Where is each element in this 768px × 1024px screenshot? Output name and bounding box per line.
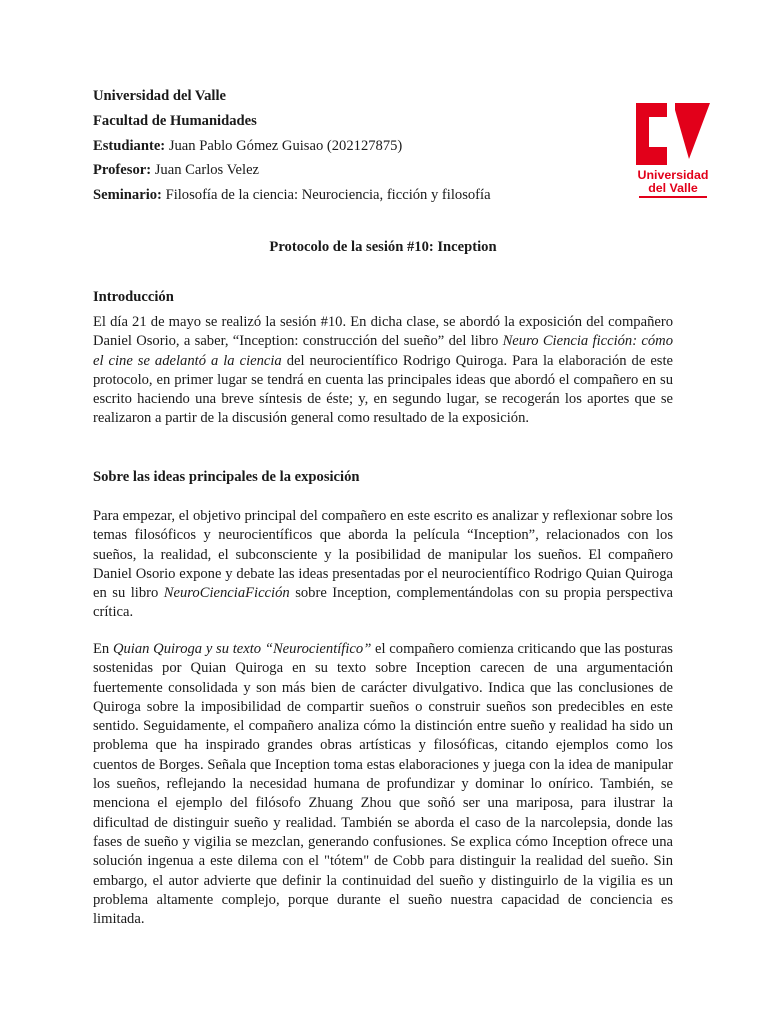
seminar-value: Filosofía de la ciencia: Neurociencia, ficción y filosofía — [165, 187, 491, 204]
section1-p2-text-1: En — [93, 641, 113, 657]
seminar-label: Seminario: — [93, 187, 162, 204]
seminar-line — [93, 185, 613, 210]
section1-heading: Sobre las ideas principales de la exposición — [93, 469, 360, 485]
section1-p1-book-title: NeuroCienciaFicción — [163, 585, 290, 602]
section1-p1-text-1: Para empezar, el objetivo principal del compañero en este escrito es analizar y reflexionar sobre los temas filosóficos y neurocientíficos que aborda la película “Inception”, relacionados con los sueños, la realidad, el subconsciente y la posibilidad de manipular los sueños. El compañero Daniel Osorio expone y debate las ideas presentadas por el neurocientífico Rodrigo Quian Quiroga en su libro — [93, 508, 673, 602]
logo-mark-icon — [636, 101, 710, 167]
section1-p2-italic: Quian Quiroga y su texto “Neurocientífico” — [112, 641, 372, 657]
section1-paragraph-1 — [93, 507, 673, 623]
intro-book-title: Neuro Ciencia ficción: cómo el cine se adelantó a la ciencia — [93, 333, 673, 369]
professor-line — [93, 160, 613, 185]
university-name: Universidad del Valle — [93, 88, 226, 104]
document-title: Protocolo de la sesión #10: Inception — [269, 239, 497, 255]
section1-p2-text-2: el compañero comienza criticando que las posturas sostenidas por Quian Quiroga en su texto sobre Inception carecen de una argumentación fuertemente consolidada y son más bien de carácter divulgativo. Indica que las conclusiones de Quiroga sobre la imposibilidad de compartir sueños o construir sueños son predecibles en este sentido. Seguidamente, el compañero analiza cómo la distinción entre sueño y realidad ha sido un problema que ha inspirado grandes obras artísticas y filosóficas, citando ejemplos como los cuentos de Borges. Señala que Inception toma estas elaboraciones y juega con la idea de manipular los sueños, reflejando la necesidad humana de profundizar y dominar lo onírico. También, se menciona el ejemplo del filósofo Zhuang Zhou que soñó ser una mariposa, para ilustrar la dificultad de distinguir sueño y realidad. También se aborda el caso de la narcolepsia, donde las fases de sueño y vigilia se mezclan, generando confusiones. Se explica cómo Inception ofrece una solución ingenua a este dilema con el "tótem" de Cobb para distinguir la realidad del sueño. Sin embargo, el autor advierte que definir la continuidad del sueño y distinguirlo de la vigilia es un problema altamente complejo, porque durante el sueño nuestra capacidad de conciencia es limitada. — [93, 641, 673, 928]
section1-p1-text-2: sobre Inception, complementándolas con su propia perspectiva crítica. — [93, 585, 673, 621]
document-header — [93, 86, 613, 210]
logo-underline — [639, 196, 707, 198]
intro-text-2: del neurocientífico Rodrigo Quiroga. Para la elaboración de este protocolo, en primer lugar se tendrá en cuenta las principales ideas que abordó el compañero en su escrito haciendo una breve síntesis de éste; y, en segundo lugar, se recogerán los aportes que se realizaron a partir de la discusión general como resultado de la exposición. — [93, 352, 674, 427]
section1-paragraph-2 — [93, 640, 673, 929]
student-line — [93, 136, 613, 161]
logo-text-line1: Universidad — [637, 168, 709, 182]
intro-heading: Introducción — [93, 289, 174, 305]
intro-text-1: El día 21 de mayo se realizó la sesión #10. En dicha clase, se abordó la exposición del compañero Daniel Osorio, a saber, “Inception: construcción del sueño” del libro — [93, 314, 673, 350]
student-label: Estudiante: — [93, 137, 166, 154]
professor-label: Profesor: — [93, 162, 152, 179]
faculty-line — [93, 111, 613, 136]
faculty-name: Facultad de Humanidades — [93, 112, 257, 129]
university-line — [93, 86, 613, 111]
student-value: Juan Pablo Gómez Guisao (202127875) — [168, 137, 403, 154]
university-logo — [636, 101, 710, 198]
intro-paragraph — [93, 313, 673, 429]
logo-text-line2: del Valle — [648, 181, 698, 195]
professor-value: Juan Carlos Velez — [154, 162, 260, 179]
